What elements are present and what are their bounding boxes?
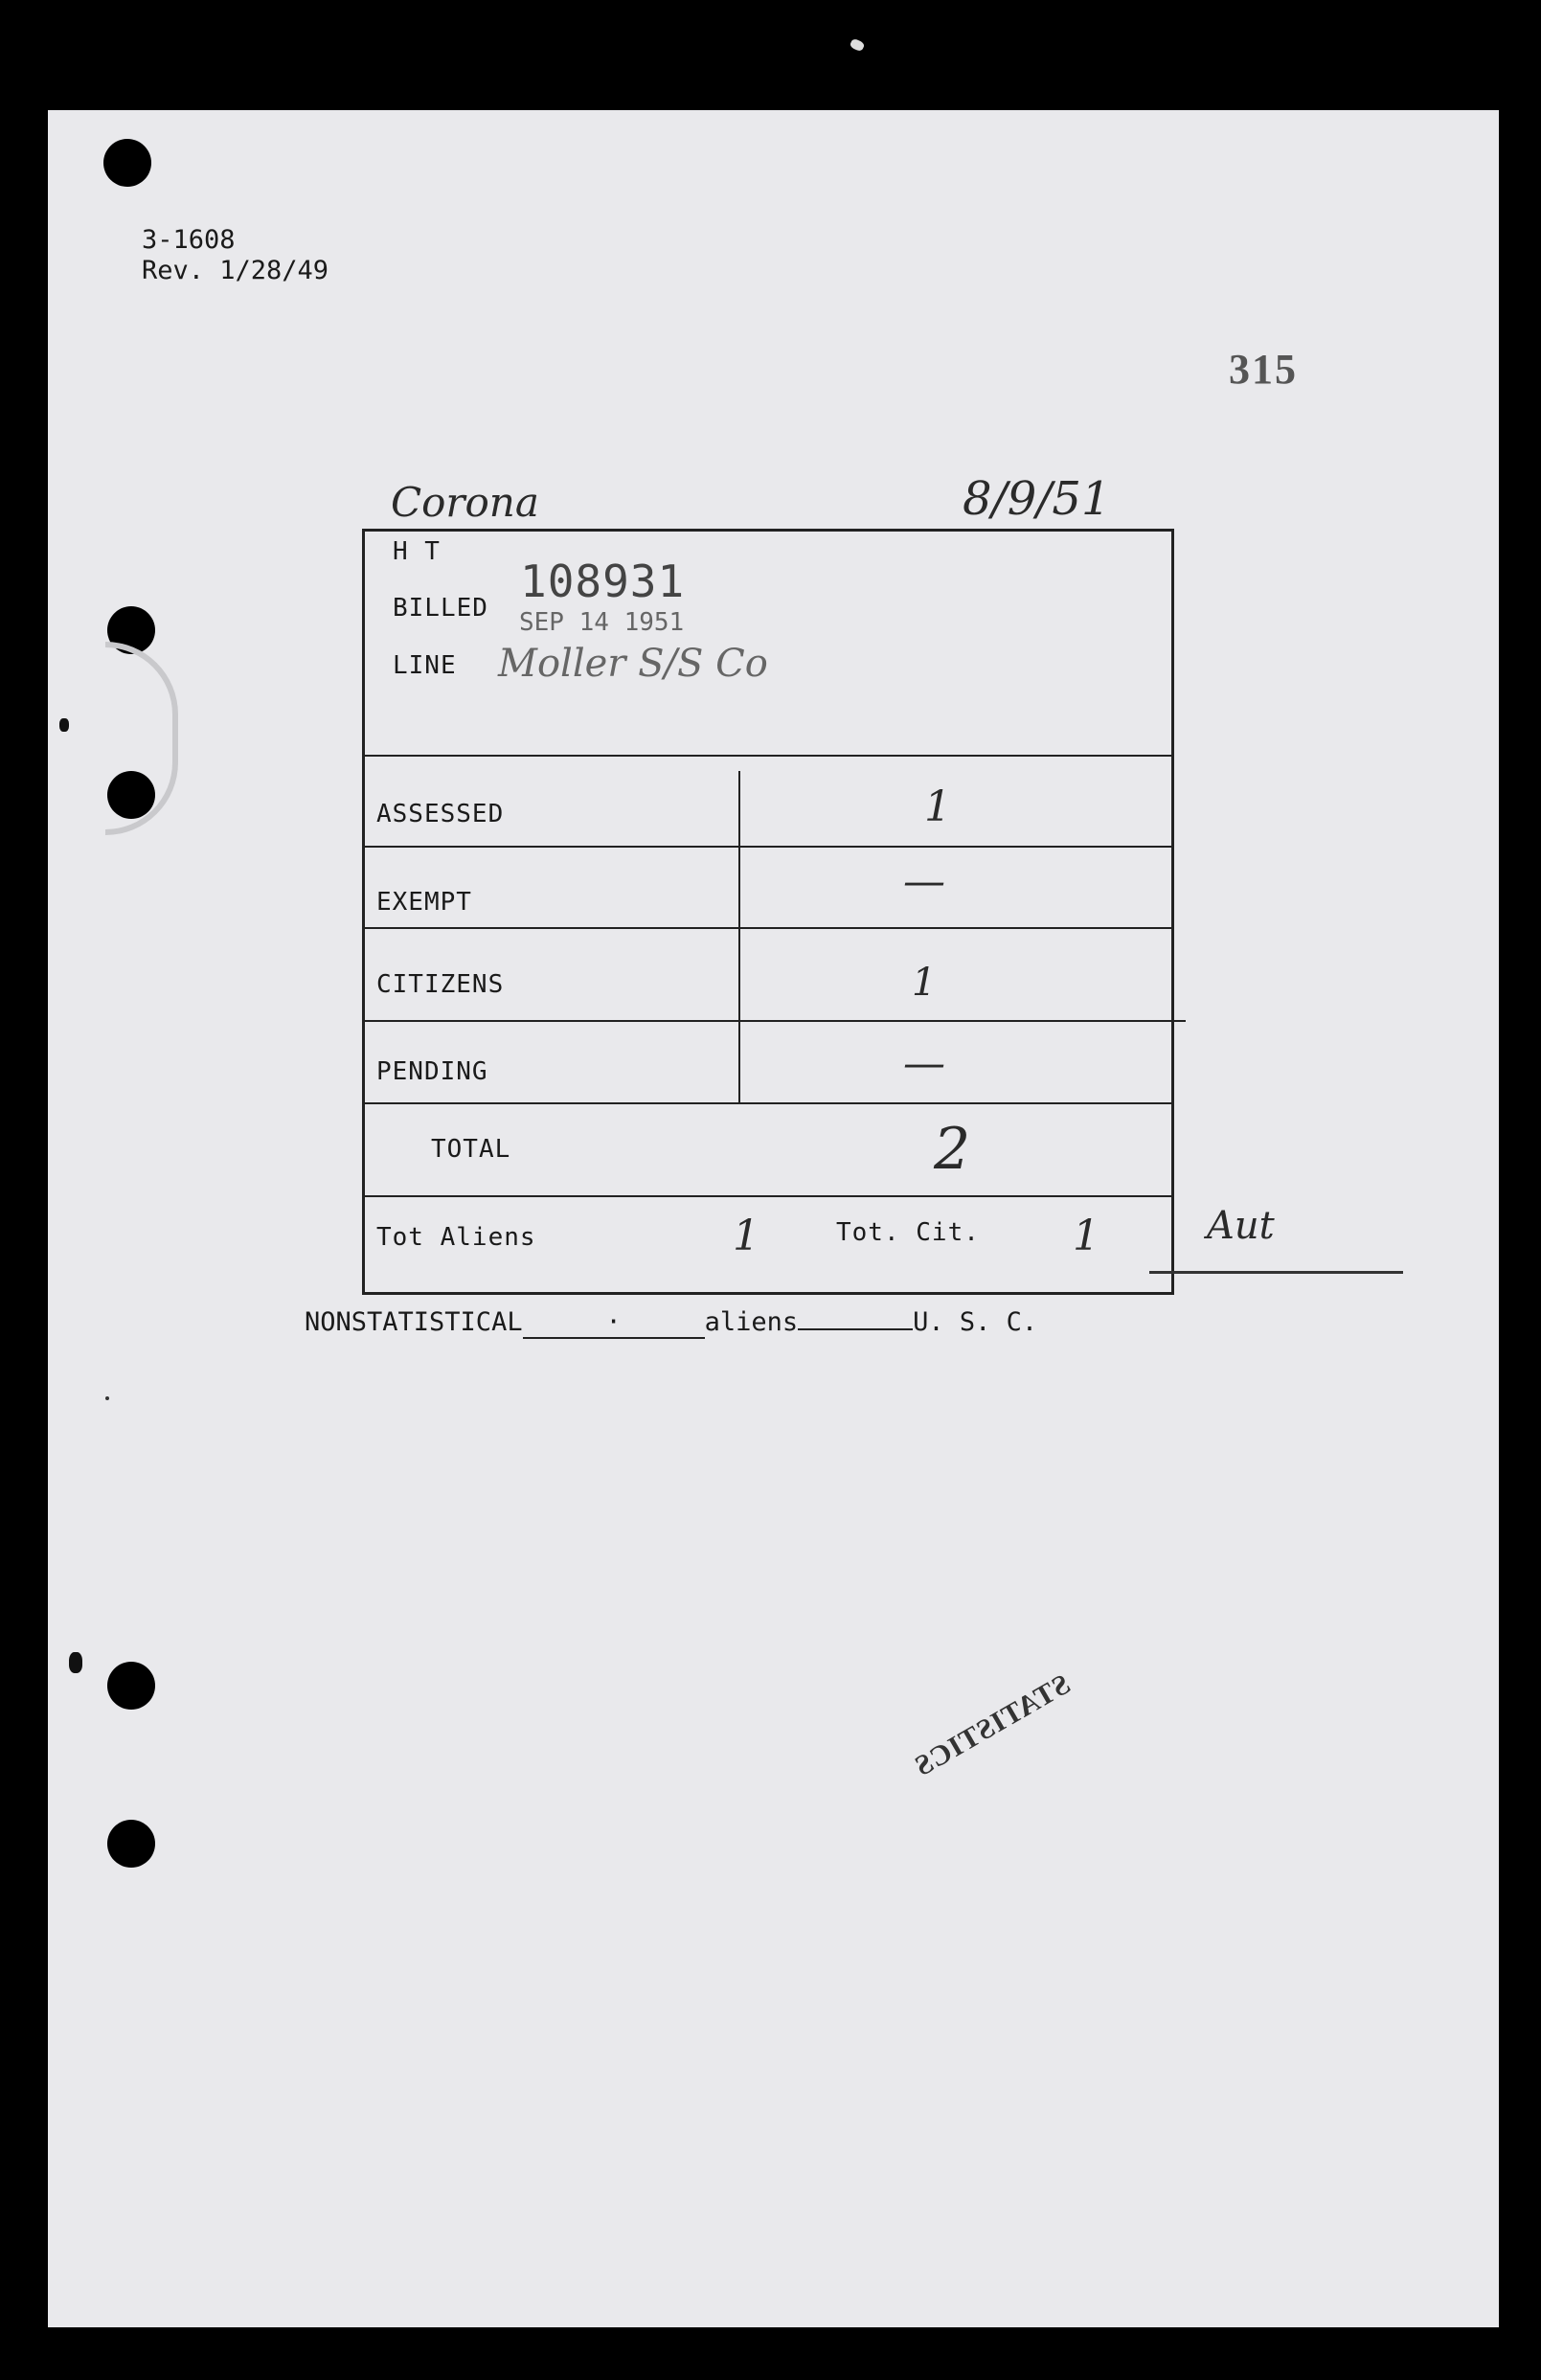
billed-date-stamp: SEP 14 1951 [519, 608, 685, 637]
total-value: 2 [934, 1116, 971, 1183]
tot-aliens-label: Tot Aliens [376, 1223, 536, 1252]
line-value: Moller S/S Co [498, 642, 768, 686]
blank-field: · [523, 1307, 705, 1339]
column-divider [738, 771, 740, 1102]
row-label: EXEMPT [376, 888, 472, 917]
nonstatistical-line [305, 1307, 1037, 1339]
handwritten-date: 8/9/51 [963, 472, 1111, 526]
punch-hole [111, 2332, 159, 2380]
ring-mark [105, 642, 178, 835]
signature-stroke [1149, 1271, 1403, 1274]
rule [362, 1102, 1174, 1104]
handwritten-place: Corona [391, 479, 539, 526]
ink-speck [59, 718, 69, 732]
ht-label: H T [393, 537, 441, 566]
ht-number: 108931 [520, 555, 686, 607]
form-box [362, 529, 1174, 1295]
form-revision: Rev. 1/28/49 [142, 256, 329, 285]
nonstatistical-label: NONSTATISTICAL [305, 1307, 523, 1337]
punch-hole [103, 139, 151, 187]
tot-aliens-value: 1 [733, 1212, 759, 1260]
row-label: CITIZENS [376, 970, 505, 999]
row-value: — [903, 857, 945, 906]
rule [362, 927, 1174, 929]
line-label: LINE [393, 651, 457, 680]
billed-label: BILLED [393, 594, 488, 623]
tot-cit-label: Tot. Cit. [836, 1218, 980, 1247]
usc-label: U. S. C. [913, 1307, 1038, 1337]
row-value: 1 [912, 961, 937, 1005]
total-label: TOTAL [431, 1135, 511, 1164]
ink-speck [105, 1396, 109, 1400]
aliens-label: aliens [704, 1307, 799, 1337]
row-value: 1 [924, 782, 951, 831]
document-page [48, 110, 1499, 2327]
ink-speck [69, 1652, 82, 1673]
rule [362, 755, 1174, 757]
tot-cit-value: 1 [1073, 1212, 1099, 1260]
row-label: PENDING [376, 1057, 488, 1086]
row-label: ASSESSED [376, 800, 505, 828]
statistics-stamp: STATISTICS [908, 1667, 1076, 1783]
scan-artifact [850, 38, 866, 53]
rule [362, 1195, 1174, 1197]
page-number: 315 [1229, 346, 1298, 393]
blank-field [798, 1328, 913, 1330]
row-value: — [903, 1039, 945, 1088]
initials-signature: Aut [1207, 1204, 1275, 1248]
punch-hole [107, 1820, 155, 1868]
rule [362, 846, 1174, 848]
punch-hole [107, 1662, 155, 1710]
form-number: 3-1608 [142, 225, 236, 255]
rule [362, 1020, 1186, 1022]
